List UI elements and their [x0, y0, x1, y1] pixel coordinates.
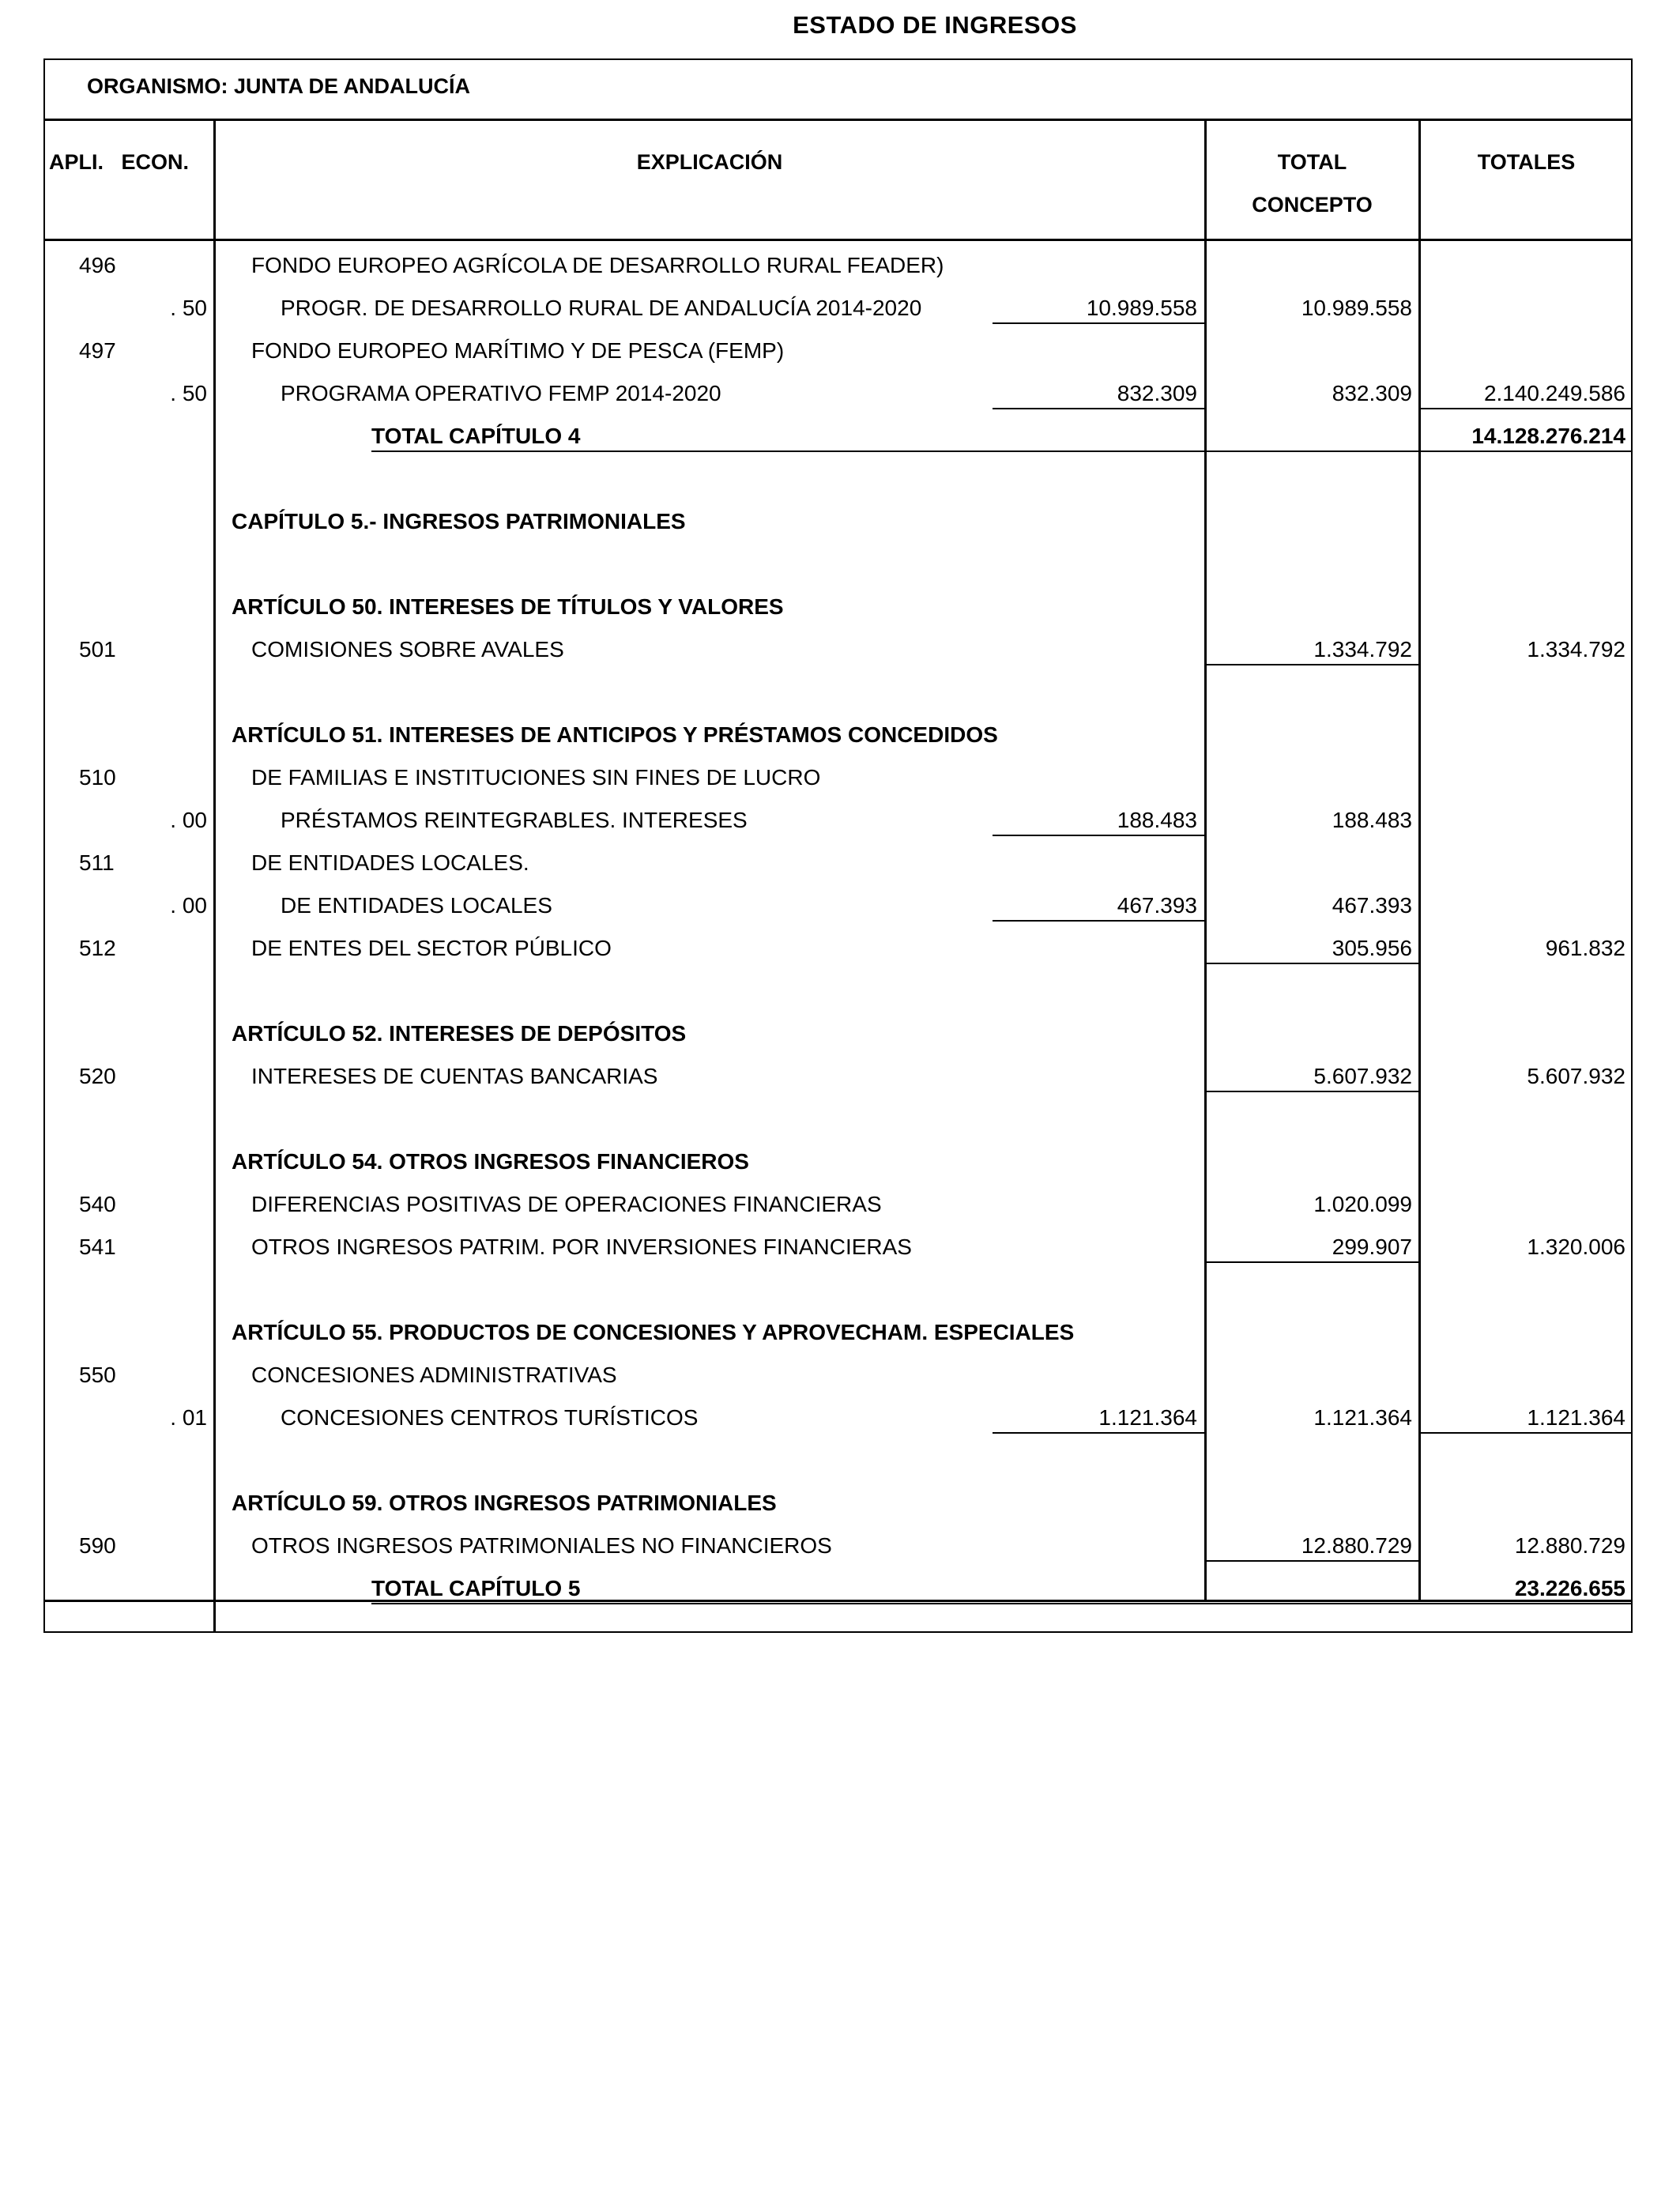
concepto-amount: 1.121.364 — [1313, 1405, 1412, 1430]
concepto-amount: 5.607.932 — [1313, 1064, 1412, 1088]
section-heading: ARTÍCULO 50. INTERESES DE TÍTULOS Y VALORES — [232, 594, 784, 619]
total-row-underline — [1204, 450, 1633, 452]
apli-code: 496 — [79, 253, 116, 277]
section-heading: ARTÍCULO 55. PRODUCTOS DE CONCESIONES Y APROVECHAM. ESPECIALES — [232, 1320, 1075, 1344]
apli-code: 590 — [79, 1533, 116, 1558]
row-description: CONCESIONES CENTROS TURÍSTICOS — [281, 1405, 699, 1430]
row-description: OTROS INGRESOS PATRIMONIALES NO FINANCIEROS — [251, 1533, 832, 1558]
totales-amount: 5.607.932 — [1527, 1064, 1625, 1088]
header-divider — [43, 239, 1633, 241]
row-description: DE ENTIDADES LOCALES — [281, 893, 552, 918]
apli-code: 541 — [79, 1235, 116, 1259]
apli-code: 520 — [79, 1064, 116, 1088]
totales-amount: 1.334.792 — [1527, 637, 1625, 662]
total-label-underline — [371, 450, 1204, 452]
row-description: OTROS INGRESOS PATRIM. POR INVERSIONES FINANCIERAS — [251, 1235, 912, 1259]
row-description: DIFERENCIAS POSITIVAS DE OPERACIONES FINANCIERAS — [251, 1192, 882, 1216]
apli-code: 540 — [79, 1192, 116, 1216]
apli-code: 501 — [79, 637, 116, 662]
chapter-total-label: TOTAL CAPÍTULO 4 — [371, 424, 581, 448]
totales-amount: 12.880.729 — [1514, 1533, 1625, 1558]
apli-code: 497 — [79, 338, 116, 363]
econ-code: . 50 — [170, 296, 207, 320]
row-description: PROGR. DE DESARROLLO RURAL DE ANDALUCÍA 2014-2020 — [281, 296, 922, 320]
subconcept-underline — [993, 408, 1204, 409]
row-description: PROGRAMA OPERATIVO FEMP 2014-2020 — [281, 381, 721, 405]
row-description: FONDO EUROPEO AGRÍCOLA DE DESARROLLO RURAL FEADER) — [251, 253, 944, 277]
header-total-concepto-1: TOTAL — [1277, 150, 1347, 174]
row-description: COMISIONES SOBRE AVALES — [251, 637, 564, 662]
subconcept-underline — [993, 1432, 1204, 1434]
concepto-amount: 467.393 — [1332, 893, 1412, 918]
page-title: ESTADO DE INGRESOS — [793, 11, 1077, 39]
apli-code: 550 — [79, 1363, 116, 1387]
row-description: FONDO EUROPEO MARÍTIMO Y DE PESCA (FEMP) — [251, 338, 785, 363]
header-totales: TOTALES — [1477, 150, 1576, 174]
subconcept-underline — [993, 920, 1204, 922]
concepto-underline — [1204, 1560, 1420, 1562]
concepto-amount: 188.483 — [1332, 808, 1412, 832]
econ-code: . 50 — [170, 381, 207, 405]
apli-code: 511 — [79, 850, 115, 875]
column-divider-concepto — [1204, 119, 1207, 240]
column-divider-totales — [1418, 119, 1421, 240]
concepto-amount: 10.989.558 — [1301, 296, 1412, 320]
concepto-amount: 299.907 — [1332, 1235, 1412, 1259]
concepto-underline — [1204, 664, 1420, 665]
chapter-total-label: TOTAL CAPÍTULO 5 — [371, 1576, 581, 1600]
concepto-amount: 1.334.792 — [1313, 637, 1412, 662]
concepto-underline — [1204, 1261, 1420, 1263]
totales-amount: 2.140.249.586 — [1483, 381, 1625, 405]
budget-table-frame — [43, 58, 1633, 1633]
row-description: PRÉSTAMOS REINTEGRABLES. INTERESES — [281, 808, 748, 832]
section-heading: CAPÍTULO 5.- INGRESOS PATRIMONIALES — [232, 509, 686, 533]
concepto-underline — [1204, 1091, 1420, 1092]
totales-amount: 1.121.364 — [1527, 1405, 1625, 1430]
concepto-amount: 1.020.099 — [1313, 1192, 1412, 1216]
total-label-underline — [371, 1603, 1204, 1604]
bottom-divider — [43, 1600, 1633, 1602]
section-heading: ARTÍCULO 52. INTERESES DE DEPÓSITOS — [232, 1021, 687, 1046]
column-divider-concepto-body — [1204, 239, 1207, 1600]
column-divider-codes — [213, 119, 216, 1633]
totales-underline — [1418, 1432, 1633, 1434]
subconcept-amount: 188.483 — [1117, 808, 1197, 832]
section-heading: ARTÍCULO 54. OTROS INGRESOS FINANCIEROS — [232, 1149, 749, 1174]
concepto-amount: 12.880.729 — [1301, 1533, 1412, 1558]
row-description: DE ENTES DEL SECTOR PÚBLICO — [251, 936, 612, 960]
totales-amount: 14.128.276.214 — [1471, 424, 1625, 448]
header-apli-econ: APLI. ECON. — [49, 150, 190, 174]
subconcept-amount: 467.393 — [1117, 893, 1197, 918]
econ-code: . 01 — [170, 1405, 207, 1430]
header-total-concepto-2: CONCEPTO — [1252, 193, 1373, 217]
totales-amount: 961.832 — [1545, 936, 1625, 960]
subconcept-amount: 832.309 — [1117, 381, 1197, 405]
column-divider-totales-body — [1418, 239, 1421, 1600]
subconcept-amount: 1.121.364 — [1098, 1405, 1197, 1430]
concepto-underline — [1204, 963, 1420, 964]
row-description: DE ENTIDADES LOCALES. — [251, 850, 529, 875]
totales-amount: 23.226.655 — [1514, 1576, 1625, 1600]
header-explicacion: EXPLICACIÓN — [636, 150, 783, 174]
organismo-label: ORGANISMO: JUNTA DE ANDALUCÍA — [87, 74, 470, 98]
section-heading: ARTÍCULO 51. INTERESES DE ANTICIPOS Y PRÉSTAMOS CONCEDIDOS — [232, 722, 998, 747]
row-description: CONCESIONES ADMINISTRATIVAS — [251, 1363, 617, 1387]
subconcept-underline — [993, 322, 1204, 324]
totales-underline — [1418, 408, 1633, 409]
concepto-amount: 305.956 — [1332, 936, 1412, 960]
apli-code: 512 — [79, 936, 116, 960]
totales-amount: 1.320.006 — [1527, 1235, 1625, 1259]
subconcept-underline — [993, 835, 1204, 836]
concepto-amount: 832.309 — [1332, 381, 1412, 405]
total-row-underline — [1204, 1603, 1633, 1604]
section-heading: ARTÍCULO 59. OTROS INGRESOS PATRIMONIALES — [232, 1491, 777, 1515]
apli-code: 510 — [79, 765, 116, 790]
subconcept-amount: 10.989.558 — [1086, 296, 1197, 320]
econ-code: . 00 — [170, 808, 207, 832]
econ-code: . 00 — [170, 893, 207, 918]
row-description: INTERESES DE CUENTAS BANCARIAS — [251, 1064, 658, 1088]
org-divider — [43, 119, 1633, 121]
row-description: DE FAMILIAS E INSTITUCIONES SIN FINES DE LUCRO — [251, 765, 821, 790]
